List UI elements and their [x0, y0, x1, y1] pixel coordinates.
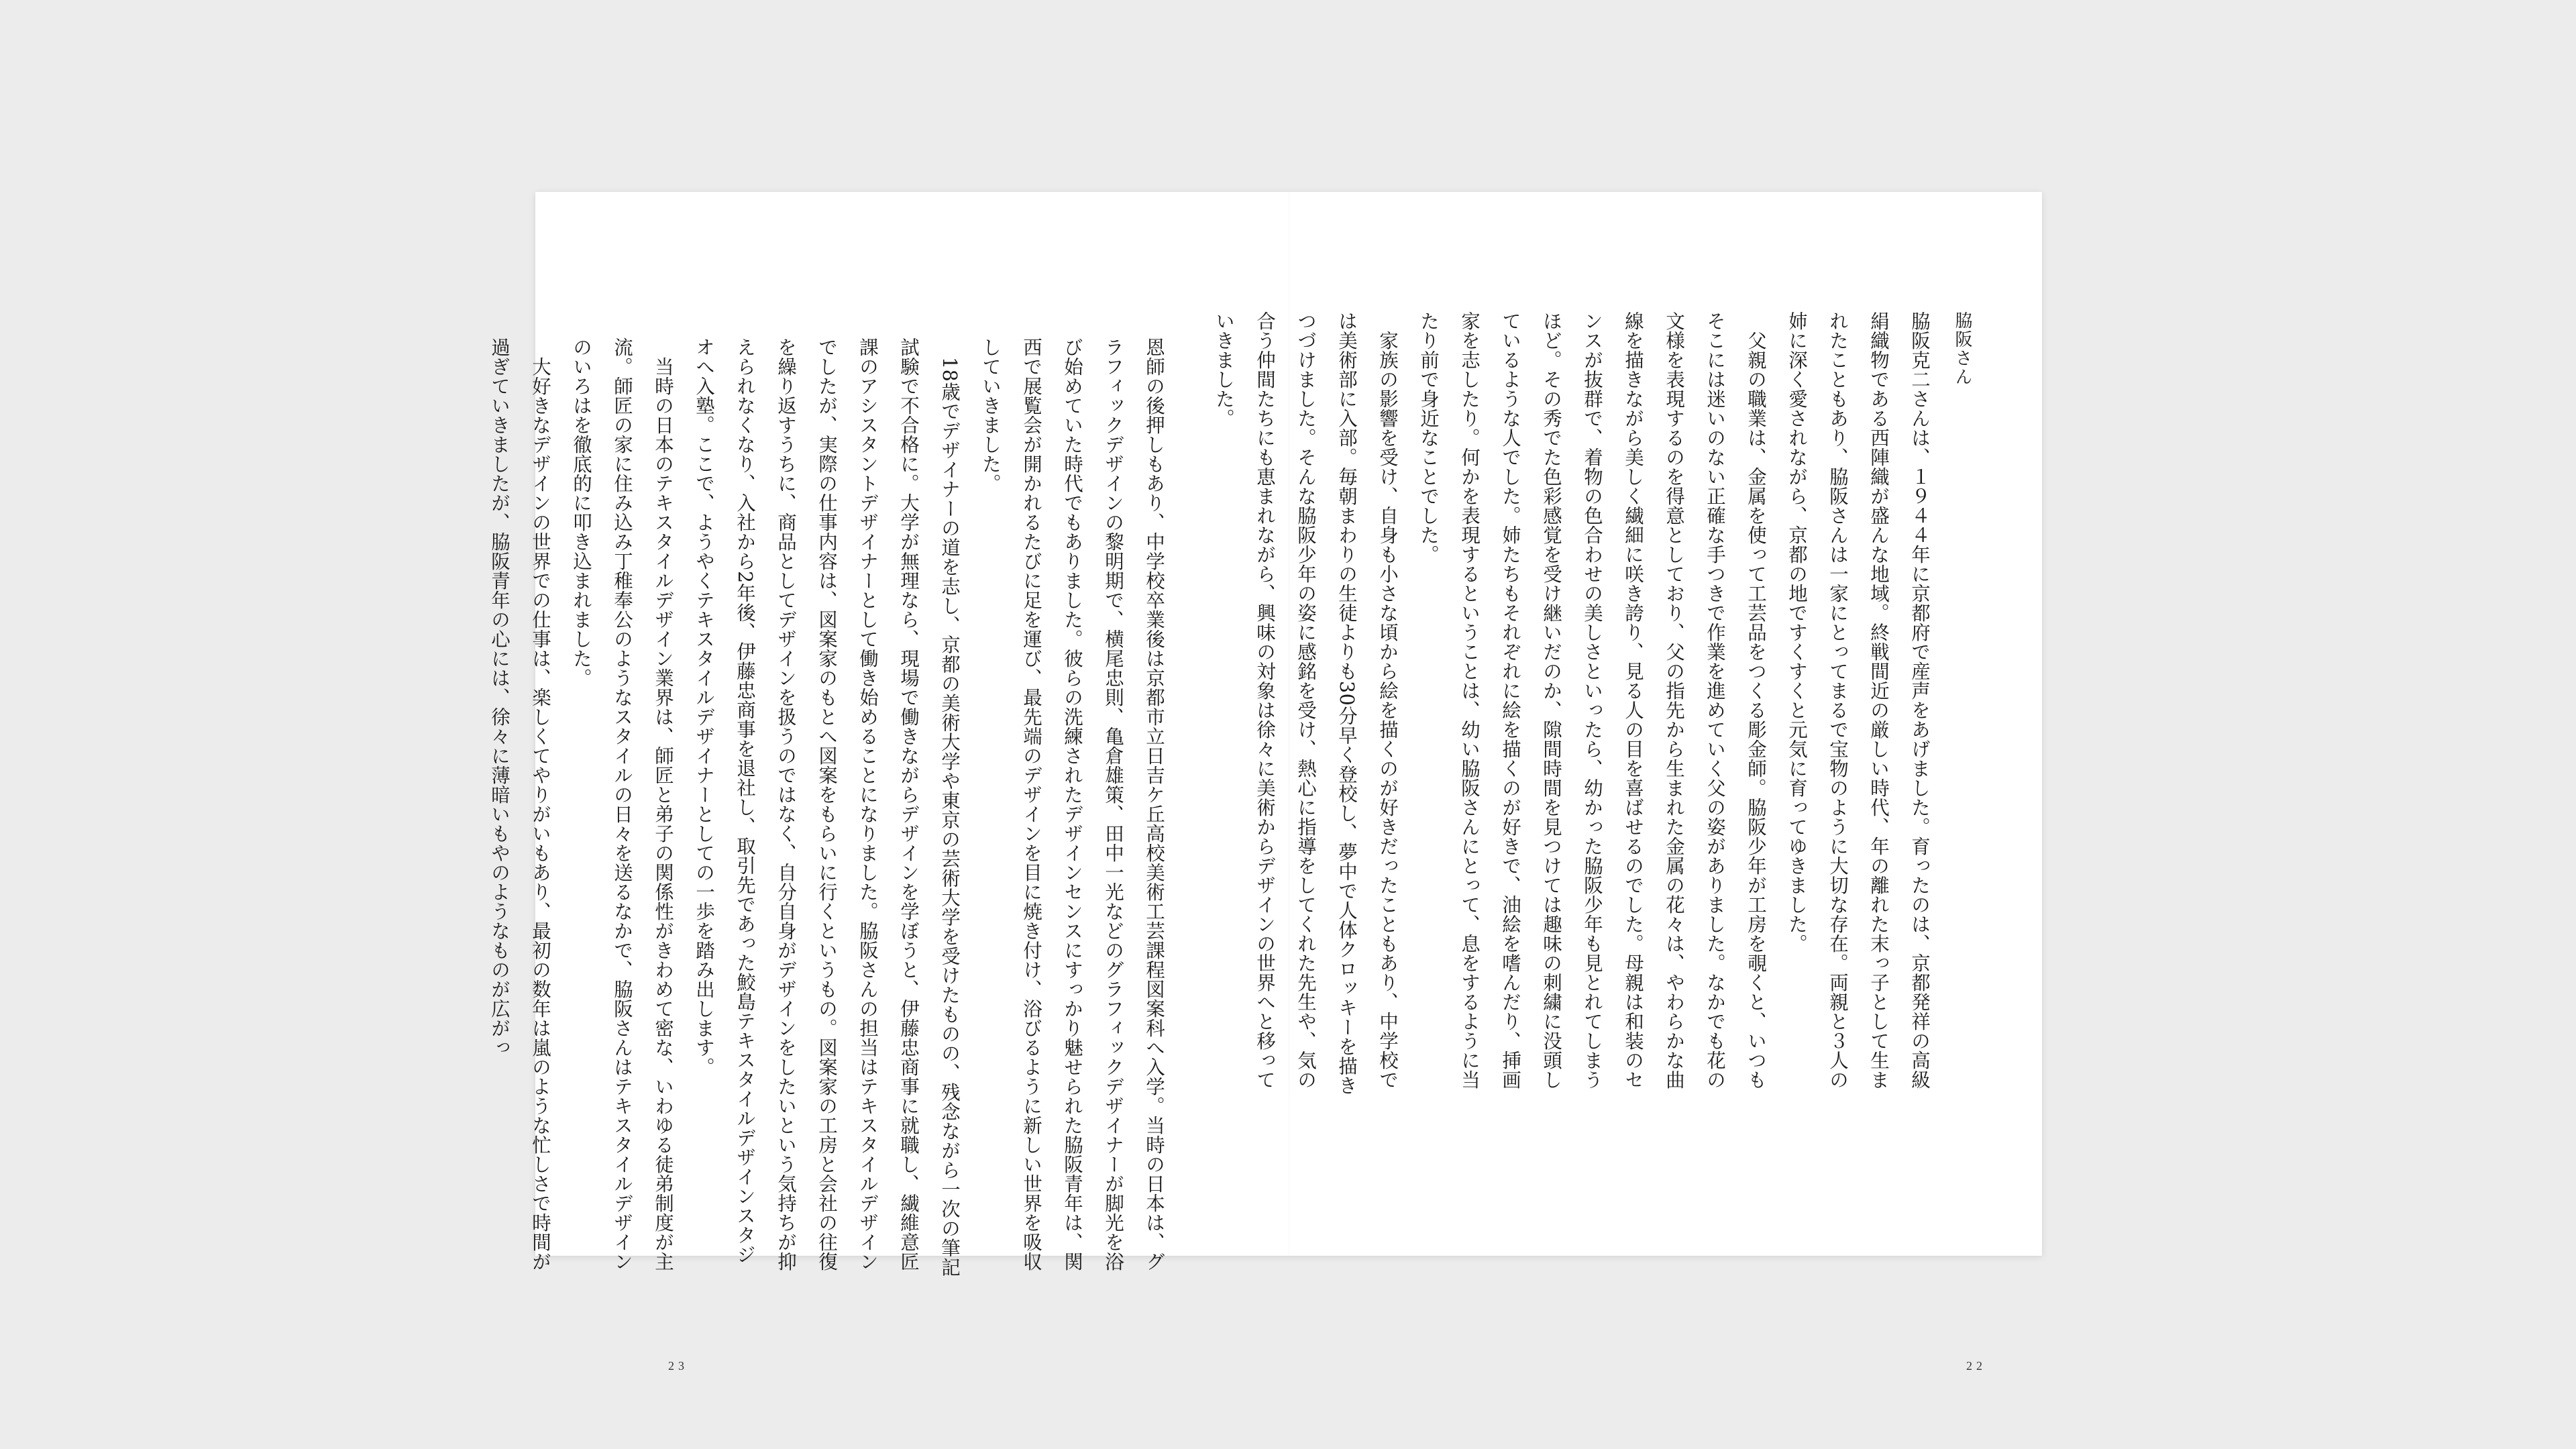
paragraph: 恩師の後押しもあり、中学校卒業後は京都市立日吉ケ丘高校美術工芸課程図案科へ入学。当時の日本は、グラフィックデザインの黎明期で、横尾忠則、亀倉雄策、田中一光などのグラフィックデザイナーが脚光を浴び始めていた時代でもありました。彼らの洗練されたデザインセンスにすっかり魅せられた脇阪青年は、関西で展覧会が開かれるたびに足を運び、最先端のデザインを目に焼き付け、浴びるように新しい世界を吸収していきました。 [979, 337, 1165, 1271]
paragraph: 脇阪克二さんは、１９４４年に京都府で産声をあげました。育ったのは、京都発祥の高級絹織物である西陣織が盛んな地域。終戦間近の厳しい時代、年の離れた末っ子として生まれたこともあり、脇阪さんは一家にとってまるで宝物のように大切な存在。両親と３人の姉に深く愛されながら、京都の地ですくすくと元気に育ってゆきました。 [1786, 311, 1931, 1089]
paragraph: 18歳でデザイナーの道を志し、京都の美術大学や東京の芸術大学を受けたものの、残念ながら一次の筆記試験で不合格に。大学が無理なら、現場で働きながらデザインを学ぼうと、伊藤忠商事に就職し、繊維意匠課のアシスタントデザイナーとして働き始めることになりました。脇阪さんの担当はテキスタイルデザインでしたが、実際の仕事内容は、図案家のもとへ図案をもらいに行くというもの。図案家の工房と会社の往復を繰り返すうちに、商品としてデザインを扱うのではなく、自分自身がデザインをしたいという気持ちが抑えられなくなり、入社から2年後、伊藤忠商事を退社し、取引先であった鮫島テキスタイルデザインスタジオへ入塾。ここで、ようやくテキスタイルデザイナーとしての一歩を踏み出します。 [693, 337, 961, 1277]
body-text [488, 337, 1175, 1277]
body-text [1213, 311, 1940, 1096]
page-number: 22 [1966, 1359, 1986, 1373]
book-spread [488, 192, 2042, 1373]
page-number: 23 [668, 1359, 688, 1373]
paragraph: 家族の影響を受け、自身も小さな頃から絵を描くのが好きだったこともあり、中学校では美術部に入部。毎朝まわりの生徒よりも30分早く登校し、夢中で人体クロッキーを描きつづけました。そんな脇阪少年の姿に感銘を受け、熱心に指導をしてくれた先生や、気の合う仲間たちにも恵まれながら、興味の対象は徐々に美術からデザインの世界へと移っていきました。 [1213, 311, 1399, 1095]
paragraph: 父親の職業は、金属を使って工芸品をつくる彫金師。脇阪少年が工房を覗くと、いつもそこには迷いのない正確な手つきで作業を進めていく父の姿がありました。なかでも花の文様を表現するのを得意としており、父の指先から生まれた金属の花々は、やわらかな曲線を描きながら美しく繊細に咲き誇り、見る人の目を喜ばせるのでした。母親は和装のセンスが抜群で、着物の色合わせの美しさといったら、幼かった脇阪少年も見とれてしまうほど。その秀でた色彩感覚を受け継いだのか、隙間時間を見つけては趣味の刺繍に没頭しているような人でした。姉たちもそれぞれに絵を描くのが好きで、油絵を嗜んだり、挿画家を志したり。何かを表現するということは、幼い脇阪さんにとって、息をするように当たり前で身近なことでした。 [1417, 311, 1767, 1089]
running-head: 脇阪さん [1952, 311, 1972, 386]
paragraph: 大好きなデザインの世界での仕事は、楽しくてやりがいもあり、最初の数年は嵐のような忙しさで時間が過ぎていきましたが、脇阪青年の心には、徐々に薄暗いもやのようなものが広がっ [488, 337, 551, 1271]
page-23 [488, 192, 1289, 1373]
paragraph: 当時の日本のテキスタイルデザイン業界は、師匠と弟子の関係性がきわめて密な、いわゆる徒弟制度が主流。師匠の家に住み込み丁稚奉公のようなスタイルの日々を送るなかで、脇阪さんはテキスタイルデザインのいろはを徹底的に叩き込まれました。 [570, 337, 674, 1271]
page-22 [1213, 192, 2042, 1373]
